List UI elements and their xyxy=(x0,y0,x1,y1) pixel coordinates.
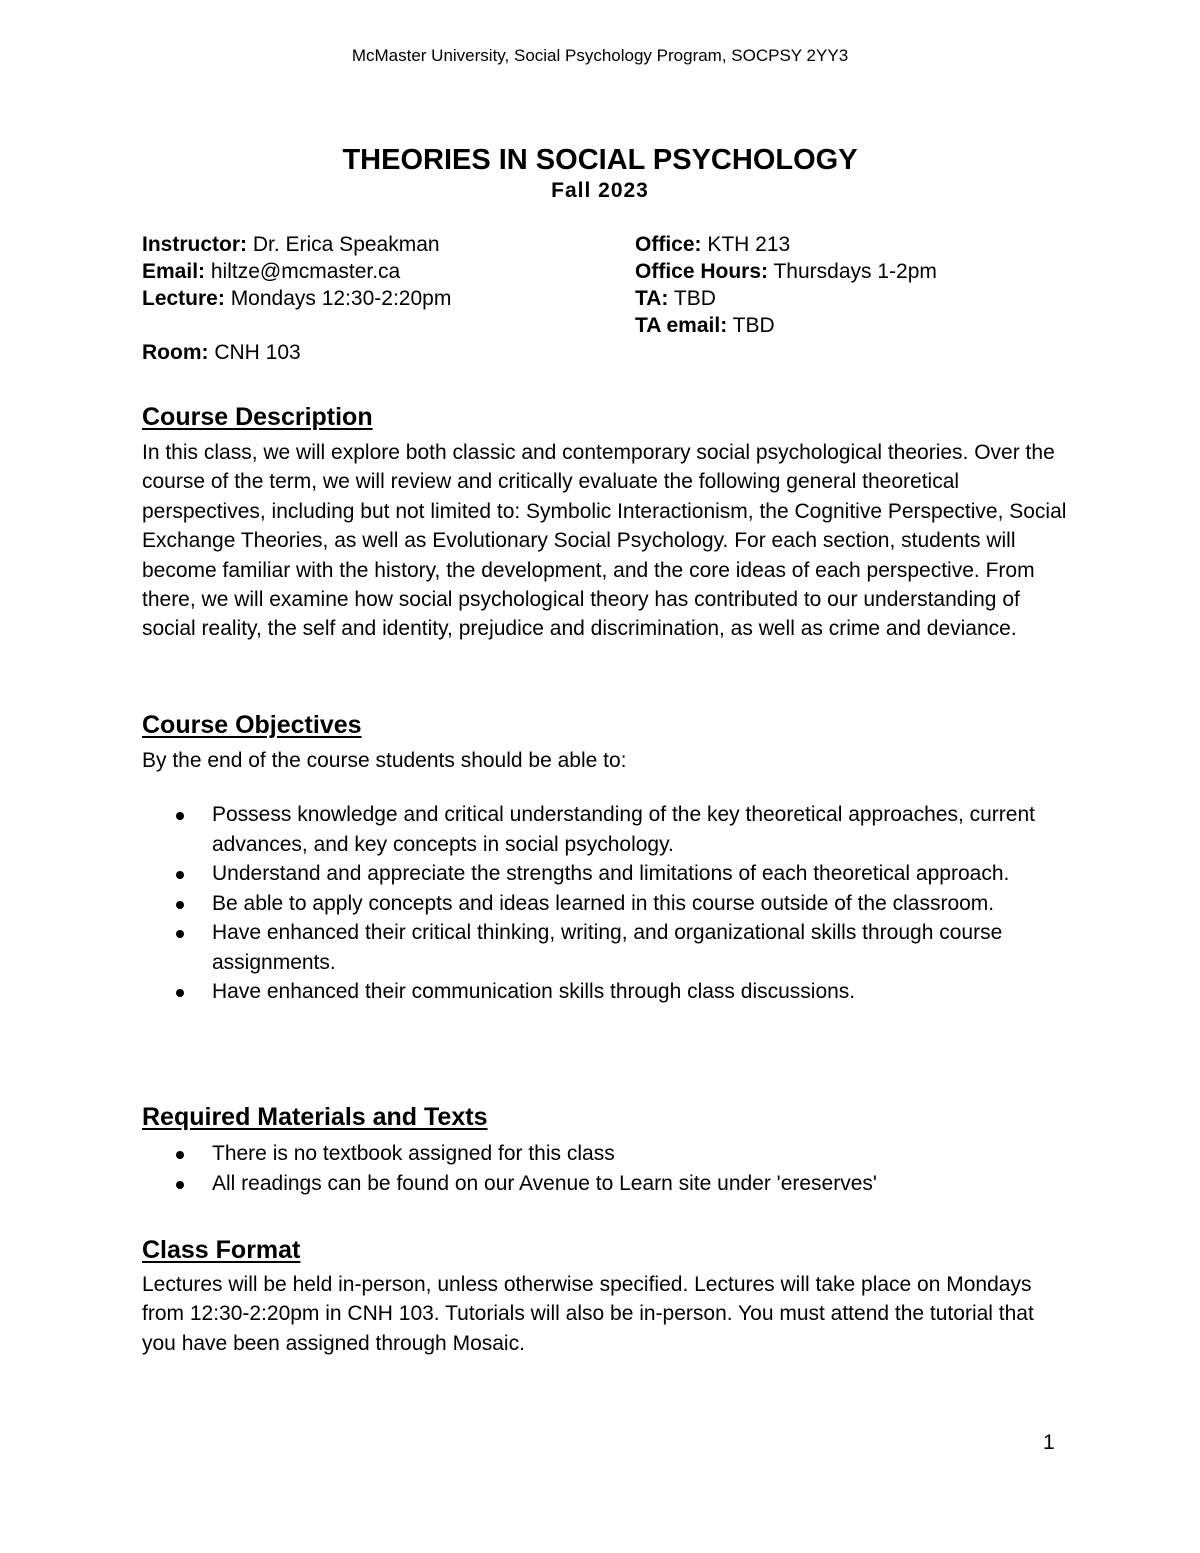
bullet-icon xyxy=(176,871,184,879)
ta-email-line xyxy=(635,312,775,339)
course-term: Fall 2023 xyxy=(551,179,649,202)
instructor-value: Dr. Erica Speakman xyxy=(247,233,440,256)
material-item: There is no textbook assigned for this class xyxy=(142,1139,1072,1169)
email-label: Email: xyxy=(142,260,206,283)
bullet-icon xyxy=(176,1151,184,1159)
course-objectives-heading: Course Objectives xyxy=(142,711,362,739)
objective-item: Have enhanced their communication skills through class discussions. xyxy=(142,977,1072,1007)
bullet-icon xyxy=(176,901,184,909)
course-description-heading: Course Description xyxy=(142,403,373,431)
required-materials-heading: Required Materials and Texts xyxy=(142,1103,488,1131)
ta-line xyxy=(635,285,716,312)
class-format-heading: Class Format xyxy=(142,1236,301,1264)
instructor-line xyxy=(142,231,440,258)
class-format-body: Lectures will be held in-person, unless otherwise specified. Lectures will take place on Mondays from 12:30-2:20pm in CNH 103. Tutorials will also be in-person. You must attend the tutorial that you have been assigned through Mosaic. xyxy=(142,1273,1034,1355)
course-description-body: In this class, we will explore both classic and contemporary social psychological theories. Over the course of the term, we will review and critically evaluate the following general theoretical perspectives, including but not limited to: Symbolic Interactionism, the Cognitive Perspective, Social Exchange Theories, as well as Evolutionary Social Psychology. For each section, students will become familiar with the history, the development, and the core ideas of each perspective. From there, we will examine how social psychological theory has contributed to our understanding of social reality, the self and identity, prejudice and discrimination, as well as crime and deviance. xyxy=(142,441,1067,641)
objective-item: Possess knowledge and critical understanding of the key theoretical approaches, current advances, and key concepts in social psychology. xyxy=(142,800,1072,859)
required-materials-list xyxy=(142,1139,1072,1198)
running-header: McMaster University, Social Psychology Program, SOCPSY 2YY3 xyxy=(351,46,849,65)
email-value: hiltze@mcmaster.ca xyxy=(205,260,401,283)
room-line xyxy=(142,339,301,366)
ta-value: TBD xyxy=(668,287,716,310)
ta-email-label: TA email: xyxy=(635,314,728,337)
lecture-label: Lecture: xyxy=(142,287,225,310)
bullet-icon xyxy=(176,812,184,820)
course-title: THEORIES IN SOCIAL PSYCHOLOGY xyxy=(342,144,858,176)
office-hours-line xyxy=(635,258,937,285)
bullet-icon xyxy=(176,1181,184,1189)
office-hours-label: Office Hours: xyxy=(635,260,769,283)
objective-item: Be able to apply concepts and ideas learned in this course outside of the classroom. xyxy=(142,889,1072,919)
course-objectives-intro: By the end of the course students should be able to: xyxy=(142,749,627,772)
office-line xyxy=(635,231,790,258)
email-line xyxy=(142,258,400,285)
objective-item: Have enhanced their critical thinking, writing, and organizational skills through course assignments. xyxy=(142,918,1072,977)
lecture-line xyxy=(142,285,451,312)
room-value: CNH 103 xyxy=(208,341,301,364)
ta-label: TA: xyxy=(635,287,669,310)
office-label: Office: xyxy=(635,233,702,256)
office-hours-value: Thursdays 1-2pm xyxy=(768,260,937,283)
instructor-label: Instructor: xyxy=(142,233,247,256)
course-objectives-list xyxy=(142,800,1072,1007)
room-label: Room: xyxy=(142,341,209,364)
office-value: KTH 213 xyxy=(701,233,791,256)
objective-item: Understand and appreciate the strengths and limitations of each theoretical approach. xyxy=(142,859,1072,889)
material-item: All readings can be found on our Avenue to Learn site under 'ereserves' xyxy=(142,1169,1072,1199)
bullet-icon xyxy=(176,930,184,938)
page-number: 1 xyxy=(1043,1431,1055,1454)
ta-email-value: TBD xyxy=(727,314,775,337)
lecture-value: Mondays 12:30-2:20pm xyxy=(224,287,452,310)
bullet-icon xyxy=(176,989,184,997)
